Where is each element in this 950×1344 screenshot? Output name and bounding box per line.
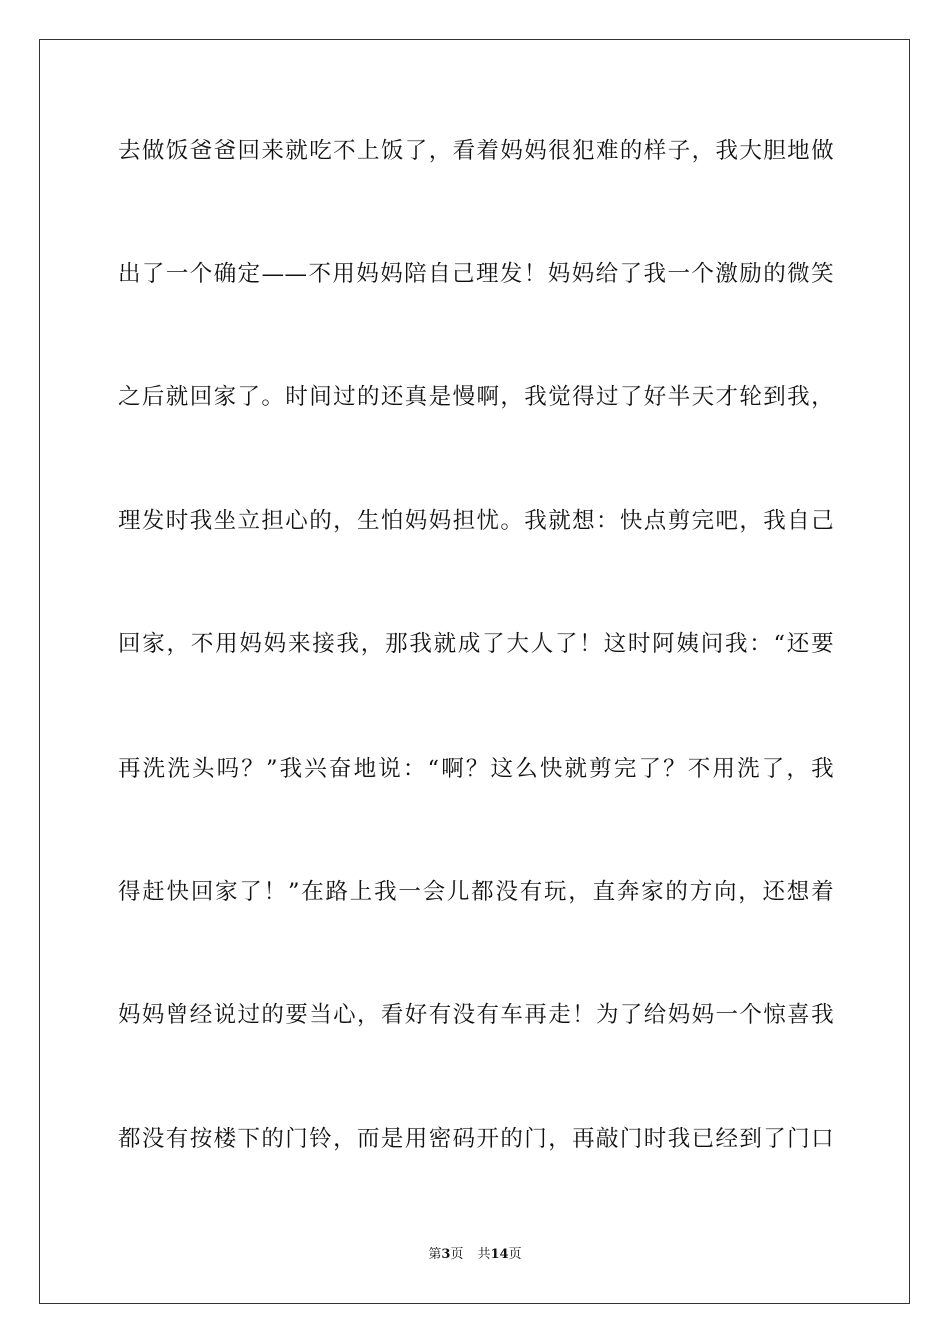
page-footer <box>0 1246 950 1264</box>
page-prefix: 第 <box>428 1247 442 1262</box>
text-line: 妈妈曾经说过的要当心，看好有没有车再走！为了给妈妈一个惊喜我 <box>118 1002 834 1028</box>
text-line: 之后就回家了。时间过的还真是慢啊，我觉得过了好半天才轮到我， <box>118 384 834 410</box>
page-border <box>39 39 910 1304</box>
text-line: 都没有按楼下的门铃，而是用密码开的门，再敲门时我已经到了门口 <box>118 1126 834 1152</box>
total-pages: 14 <box>490 1247 509 1262</box>
text-line: 出了一个确定——不用妈妈陪自己理发！妈妈给了我一个激励的微笑 <box>118 261 834 287</box>
text-line: 去做饭爸爸回来就吃不上饭了，看着妈妈很犯难的样子，我大胆地做 <box>118 138 834 164</box>
total-suffix: 页 <box>508 1247 522 1262</box>
total-prefix: 共 <box>477 1247 491 1262</box>
total-pages-label <box>477 1247 521 1262</box>
text-line: 得赶快回家了！”在路上我一会儿都没有玩，直奔家的方向，还想着 <box>118 879 834 905</box>
text-line: 再洗洗头吗？”我兴奋地说：“啊？这么快就剪完了？不用洗了，我 <box>118 756 834 782</box>
page-number: 3 <box>441 1247 451 1262</box>
page-number-label <box>428 1247 463 1262</box>
text-line: 理发时我坐立担心的，生怕妈妈担忧。我就想：快点剪完吧，我自己 <box>118 508 834 534</box>
text-line: 回家，不用妈妈来接我，那我就成了大人了！这时阿姨问我：“还要 <box>118 631 834 657</box>
page-suffix: 页 <box>450 1247 464 1262</box>
